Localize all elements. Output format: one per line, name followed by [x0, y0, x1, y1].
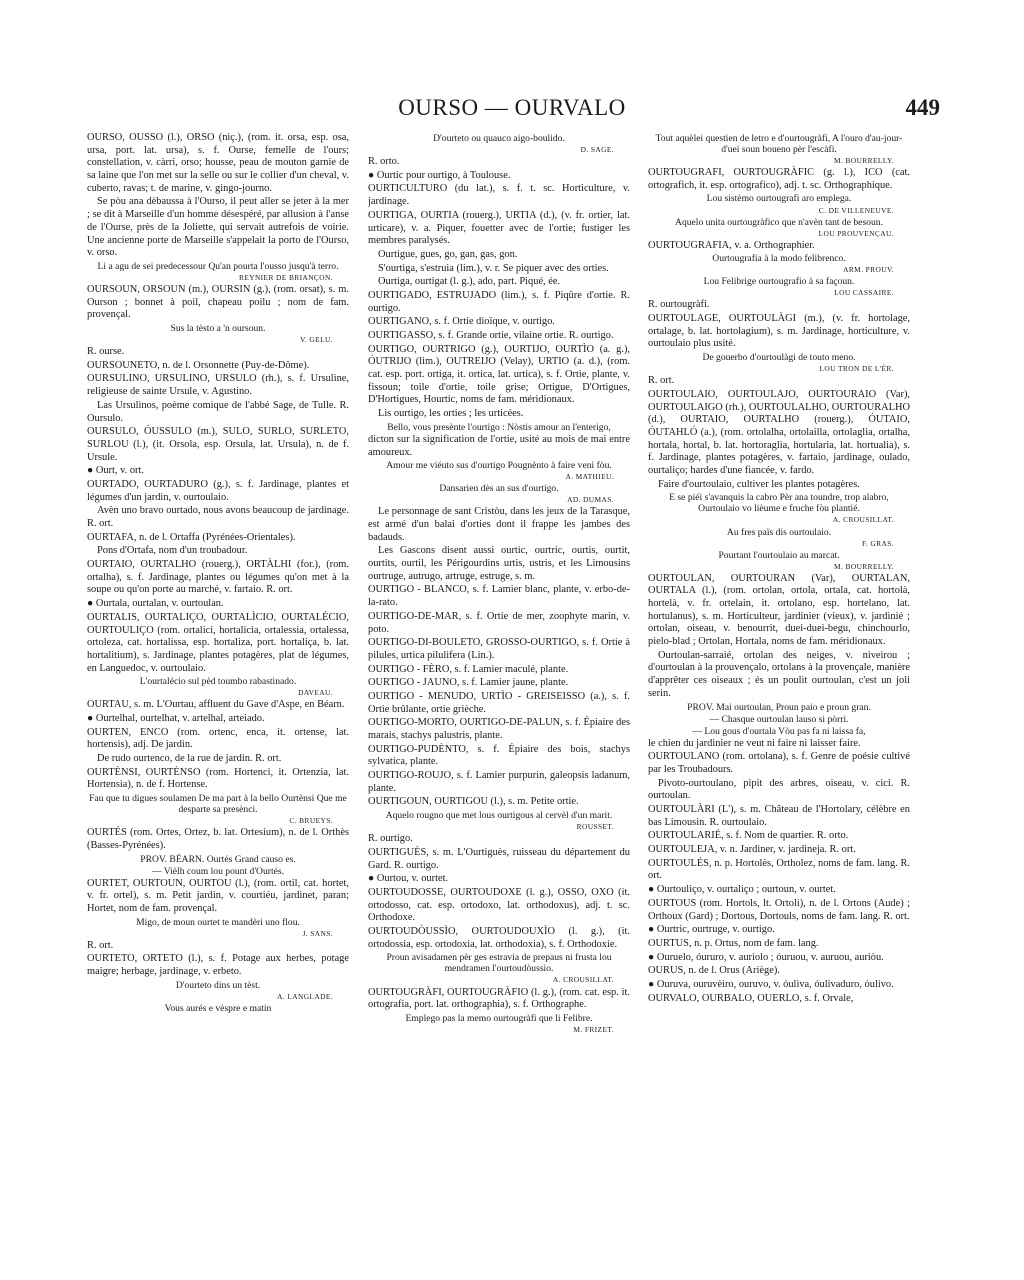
- dictionary-entry: OURSOUN, ORSOUN (m.), OURSIN (g.), (rom. orsat), s. m. Ourson ; bonnet à poil, chapeau poilu ; nom de fam. provençal.: [87, 283, 349, 321]
- entry-paragraph: Lis ourtigo, les orties ; les urticées.: [378, 408, 524, 420]
- quotation: E se piéi s'avanquis la cabro Pèr ana toundre, trop alabro, Ourtoulaio vo lièume e fruche fòu plantié.: [669, 492, 889, 515]
- dictionary-entry: OURTIGASSO, s. f. Grande ortie, vilaine ortie. R. ourtigo.: [368, 330, 614, 341]
- text-column-3: [648, 132, 910, 1272]
- quotation-attribution: J. SANS.: [302, 928, 333, 938]
- dictionary-entry: OURSOUNETO, n. de l. Orsonnette (Puy-de-Dôme).: [87, 359, 310, 371]
- quotation: D'ourteto ou quauco aigo-boulido.: [433, 133, 565, 144]
- text-column-1: [87, 132, 349, 1272]
- dictionary-entry: R. ourtougràfi.: [648, 299, 710, 311]
- quotation: Bello, vous presènte l'ourtigo : Nòstis amour an l'enterigo,: [387, 421, 611, 433]
- cross-reference: ● Ouruelo, óururo, v. auriolo ; óuruou, v. auruou, auriòu.: [648, 951, 884, 963]
- page-header: [0, 95, 1024, 127]
- cross-reference: ● Ourtic pour ourtigo, à Toulouse.: [368, 169, 511, 181]
- quotation: L'ourtalécio sul pèd toumbo rabastinado.: [139, 676, 297, 688]
- quotation: Ourtougrafia à la modo felibrenco.: [712, 253, 846, 265]
- dictionary-entry: OURSO, OUSSO (l.), ORSO (niç.), (rom. it. orsa, esp. osa, ursa, port. lat. ursa), s. f. Ourse, femelle de l'ours; constellation, v. càrri, orso; housse, peau de mouton garnie de sa laine que l'on met sur la selle ou sur le collier d'un cheval, v. cuberto, ravas; t. de marine, v. gingo-journo.: [87, 132, 349, 194]
- quotation: Amour me viéuto sus d'ourtigo Pougnènto à faire veni fòu.: [386, 460, 612, 472]
- dictionary-entry: OURTOULAGE, OURTOULÀGI (m.), (v. fr. hortolage, ortalage, b. lat. hortolagium), s. m. Jardinage, horticulture, v. ourtoulaio plus usité.: [648, 313, 910, 350]
- dictionary-entry: OURTOULÀRI (L'), s. m. Château de l'Hortolary, célèbre en bas Limousin. R. ourtoulaio.: [648, 804, 910, 828]
- quotation: — Chasque ourtoulan lauso si pòrri.: [709, 713, 849, 725]
- dictionary-entry: OURTAU, s. m. L'Ourtau, affluent du Gave d'Aspe, en Béarn.: [87, 699, 345, 711]
- cross-reference: ● Ourtric, ourtruge, v. ourtigo.: [648, 924, 775, 936]
- quotation: Lou sistèmo ourtougrafi aro emplega.: [706, 193, 852, 205]
- dictionary-entry: OURTAIO, OURTALHO (rouerg.), ORTÀLHI (for.), (rom. ortalha), s. f. Jardinage, plantes ou légumes qu'on met à la soupe ou qu'on porte au marché, v. fartaio. R. ort.: [87, 559, 349, 596]
- dictionary-entry: OURTÈNSI, OURTÈNSO (rom. Hortenci, it. Ortenzia, lat. Hortensia), n. de f. Hortense.: [87, 766, 349, 791]
- quotation-attribution: LOU TRON DE L'ÈR.: [819, 364, 894, 374]
- dictionary-entry: OURTOULARIÉ, s. f. Nom de quartier. R. orto.: [648, 830, 849, 842]
- quotation: Proun avisadamen pèr ges estravia de prepaus ni frusta lou mendramen l'ourtoudòussìo.: [386, 952, 612, 975]
- dictionary-entry: OURTOUGRAFIA, v. a. Orthographier.: [648, 239, 815, 251]
- dictionary-entry: OURTIGUÈS, s. m. L'Ourtiguès, ruisseau du département du Gard. R. ourtigo.: [368, 846, 630, 871]
- dictionary-entry: OURTIGO-MORTO, OURTIGO-DE-PALUN, s. f. Épiaire des marais, stachys palustris, plante.: [368, 717, 630, 742]
- entry-paragraph: Ourtigue, gues, go, gan, gas, gon.: [378, 248, 518, 260]
- quotation: Pourtant l'ourtoulaio au marcat.: [718, 549, 840, 561]
- dictionary-entry: OURTOUS (rom. Hortols, lt. Ortoli), n. de l. Ortons (Aude) ; Orthoux (Gard) ; Dortous, Dortouls, noms de fam. lang. R. ort.: [648, 897, 910, 922]
- dictionary-entry: OURTIGANO, s. f. Ortie dioïque, v. ourtigo.: [368, 316, 555, 328]
- page-number: 449: [905, 95, 940, 120]
- entry-paragraph: Pivoto-ourtoulano, pipit des arbres, oiseau, v. cici. R. ourtoulan.: [648, 777, 910, 802]
- dictionary-entry: OURTET, OURTOUN, OURTOU (l.), (rom. ortil, cat. hortet, v. fr. ortel), s. m. Petit jardin, v. courtiéu, jardinet, paran; Hortet, nom de fam. provençal.: [87, 877, 349, 915]
- cross-reference: ● Ourtala, ourtalan, v. ourtoulan.: [87, 598, 224, 610]
- quotation-attribution: A. LANGLADE.: [277, 991, 333, 1001]
- entry-paragraph: Se pòu ana dèbaussa à l'Ourso, il peut aller se jeter à la mer ; se dit à Marseille d'un homme désespéré, par allusion à l'anse de l'Ourse, près de la Joliette, qui servait autrefois de voirie. Une ancienne porte de Marseille s'appelait la porto de l'Ourso, v. orso.: [87, 196, 349, 259]
- dictionary-entry: OURSULINO, URSULINO, URSULO (rh.), s. f. Ursuline, religieuse de sainte Ursule, v. Agustino.: [87, 373, 349, 398]
- quotation: Migo, de moun ourtet te mandèri uno flou.: [136, 916, 300, 928]
- dictionary-entry: OURTOULAIO, OURTOULAJO, OURTOURAIO (Var), OURTOULAIGO (rh.), OURTOULALHO, OURTOURALHO (d.), OURTAIO, OURTALHO (rouerg.), ÓUTAIO, ÓUTAHLÓ (a.), (rom. ortolalha, ortolailla, ortolaglia, ortalha, hortala, hortal, b. lat. hortoraglia, hortularia, lat. hortualia), s. f. Jardinage, plantes potagères, v. fartaio, jardinage, oulado, ourtaliço; hardes d'une fiancée, v. fardo.: [648, 388, 910, 477]
- dictionary-entry: OURSULO, ÓUSSULO (m.), SULO, SURLO, SURLETO, SURLOU (l.), (it. Orsola, esp. Orsula, lat. Ursula), n. de f. Ursule.: [87, 426, 349, 463]
- quotation: Au fres païs dis ourtoulaio.: [726, 526, 832, 538]
- dictionary-entry: OURTOULAN, OURTOURAN (Var), OURTALAN, OURTALA (l.), (rom. ortolan, ortola, ortala, cat. hortolà, hortelà, v. fr. ortelain, it. ortolano, esp. hortelano, lat. hortulanus), s. m. Horticulteur, jardinier (vieux), v. jardinié ; ortolan, oiseau, v. benourrit, duei-duei-begu, chinchourlo, pielo-blad ; Ortolan, Hortala, noms de fam. méridionaux.: [648, 572, 910, 648]
- dictionary-entry: OURTADO, OURTADURO (g.), s. f. Jardinage, plantes et légumes d'un jardin, v. ourtoulaio.: [87, 478, 349, 503]
- quotation: Lou Felibrige ourtougrafio à sa façoun.: [703, 276, 855, 288]
- quotation-attribution: ARM. PROUV.: [843, 265, 894, 275]
- dictionary-entry: OURTOUGRAFI, OURTOUGRÀFIC (g. l.), ICO (cat. ortografich, it. esp. ortografico), adj. t. sc. Orthographique.: [648, 167, 910, 191]
- quotation-attribution: A. MATHIEU.: [565, 472, 614, 482]
- cross-reference: ● Ourtelhal, ourtelhat, v. artelhal, arteiado.: [87, 713, 265, 724]
- entry-paragraph: De rudo ourtenco, de la rue de jardin. R. ort.: [97, 753, 282, 765]
- dictionary-entry: dicton sur la signification de l'ortie, usité au mois de mai entre amoureux.: [368, 433, 630, 458]
- quotation: — Lou gous d'ourtala Vòu pas fa ni laissa fa,: [692, 725, 866, 737]
- dictionary-entry: OURTIGO - FÈRO, s. f. Lamier maculé, plante.: [368, 663, 569, 675]
- text-column-2: [368, 132, 630, 1272]
- cross-reference: ● Ourtou, v. ourtet.: [368, 873, 449, 885]
- quotation: Aquelo unita ourtougràfico que n'avèn tant de besoun.: [675, 216, 883, 228]
- quotation-attribution: D. SAGE.: [580, 145, 614, 155]
- quotation-attribution: A. CROUSILLAT.: [832, 515, 894, 525]
- quotation-attribution: ROUSSET.: [576, 822, 614, 832]
- cross-reference: ● Ouruva, ouruvèiro, ouruvo, v. óuliva, óulivaduro, óulivo.: [648, 978, 894, 990]
- quotation: Sus la tèsto a 'n oursoun.: [170, 323, 266, 334]
- quotation: — Vièlh coum lou pount d'Ourtés.: [151, 865, 285, 877]
- dictionary-entry: OURTAFA, n. de l. Ortaffa (Pyrénées-Orientales).: [87, 531, 296, 543]
- dictionary-entry: OURTIGO, OURTRIGO (g.), OURTIJO, OURTÌO (a. g.), ÓUTRIJO (lim.), OUTREIJO (Velay), URTIO (a. d.), (rom. cat. esp. port. ortiga, it. ortica, lat. urtica), s. f. Ortie, plante, v. fissoun; toile d'ortie, toile grise; Ortigue, D'Ortigues, D'Hortigues, Hourtic, noms de fam. méridionaux.: [368, 343, 630, 406]
- quotation: D'ourteto dins un tèst.: [175, 979, 261, 991]
- dictionary-entry: OURTALIS, OURTALIÇO, OURTALÌCIO, OURTALÉCIO, OURTOULIÇO (rom. ortalici, hortalicia, ortalessia, ortalessa, ortoleza, cat. hortalissa, esp. hortaliza, port. hortaliça, b. lat. hortalitium), s. Jardinage, plantes potagères, plat de légumes, en Languedoc, v. ourtoulaio.: [87, 611, 349, 674]
- dictionary-entry: OURTEN, ENCO (rom. ortenc, enca, it. ortense, lat. hortensis), adj. De jardin.: [87, 726, 349, 751]
- quotation: Aquelo rougno que met lous ourtigous al cervèl d'un marit.: [385, 810, 613, 822]
- quotation-attribution: F. GRAS.: [862, 538, 894, 548]
- cross-reference: ● Ourt, v. ort.: [87, 465, 144, 477]
- entry-paragraph: Les Gascons disent aussi ourtic, ourtric, ourtis, ourtit, ourtits, ourtil, les Périgourdins urtis, ustris, et les Limousins ourtruge, autrugo, artruge, estruge, s. m.: [368, 545, 630, 582]
- quotation-attribution: M. FRIZET.: [573, 1024, 614, 1034]
- entry-paragraph: Faire d'ourtoulaio, cultiver les plantes potagères.: [658, 478, 860, 490]
- dictionary-entry: OURTOULEJA, v. n. Jardiner, v. jardineja. R. ort.: [648, 844, 856, 856]
- dictionary-entry: R. ort.: [87, 939, 114, 951]
- dictionary-entry: OURTIGOUN, OURTIGOU (l.), s. m. Petite ortie.: [368, 796, 579, 808]
- dictionary-entry: R. ort.: [648, 375, 675, 387]
- quotation: Dansarien dès an sus d'ourtigo.: [439, 483, 559, 495]
- quotation-attribution: M. BOURRELLY.: [834, 156, 894, 166]
- quotation: PROV. BÉARN. Ourtés Grand causo es.: [140, 853, 296, 865]
- dictionary-entry: OURTIGO-DI-BOULETO, GROSSO-OURTIGO, s. f. Ortie à pilules, urtica pilulifera (Lin.).: [368, 637, 630, 661]
- dictionary-entry: OURTIGA, OURTIA (rouerg.), URTIA (d.), (v. fr. ortier, lat. urticare), v. a. Piquer, fouetter avec de l'ortie; fustiger les membres paralysés.: [368, 209, 630, 247]
- dictionary-entry: OURTICULTURO (du lat.), s. f. t. sc. Horticulture, v. jardinage.: [368, 183, 630, 208]
- dictionary-entry: OURTOULANO (rom. ortolana), s. f. Genre de poésie cultivé par les Troubadours.: [648, 751, 910, 775]
- dictionary-entry: OURVALO, OURBALO, OUERLO, s. f. Orvale,: [648, 992, 854, 1004]
- quotation: Li a agu de sei predecessour Qu'an pourta l'ousso jusqu'à terro.: [97, 260, 339, 272]
- quotation-attribution: C. DE VILLENEUVE.: [818, 205, 894, 215]
- dictionary-entry: OURTOUDÒUSSÌO, OURTOUDOUXÌO (l. g.), (it. ortodossia, esp. ortodoxia, lat. orthodoxia), s. f. Orthodoxie.: [368, 926, 630, 950]
- quotation-attribution: C. BRUEYS.: [289, 816, 333, 826]
- dictionary-entry: OURTOULÉS, n. p. Hortolès, Ortholez, noms de fam. lang. R. ort.: [648, 857, 910, 882]
- entry-paragraph: Le personnage de sant Cristòu, dans les jeux de la Tarasque, est armé d'un balai d'orties dont il frappe les jambes des badauds.: [368, 506, 630, 543]
- quotation-attribution: LOU CASSAIRE.: [834, 288, 894, 298]
- dictionary-entry: OURTIGO - BLANCO, s. f. Lamier blanc, plante, v. erbo-de-la-rato.: [368, 584, 630, 609]
- quotation-attribution: DAVEAU.: [298, 688, 333, 698]
- dictionary-entry: R. ourse.: [87, 346, 125, 358]
- quotation-attribution: A. CROUSILLAT.: [552, 975, 614, 985]
- dictionary-entry: OURTIGO-ROUJO, s. f. Lamier purpurin, galeopsis ladanum, plante.: [368, 770, 630, 794]
- quotation: PROV. Mai ourtoulan, Proun paio e proun gran.: [687, 701, 871, 713]
- running-head: OURSO — OURVALO: [398, 95, 626, 120]
- entry-paragraph: Las Ursulinos, poème comique de l'abbé Sage, de Tulle. R. Oursulo.: [87, 399, 349, 424]
- quotation: Emplego pas la memo ourtougràfi que li Felibre.: [405, 1012, 593, 1024]
- dictionary-entry: R. ourtigo.: [368, 833, 413, 845]
- dictionary-entry: OURTIGADO, ESTRUJADO (lim.), s. f. Piqûre d'ortie. R. ourtigo.: [368, 289, 630, 314]
- entry-paragraph: Ourtoulan-sarraié, ortolan des neiges, v. niveirou ; d'ourtoulan à la prouvençalo, ortolans à la provençale, manière d'apprêter ces oiseaux ; és un poulit ourtoulan, c'est un joli serin.: [648, 649, 910, 699]
- dictionary-entry: OURTETO, ORTETO (l.), s. f. Potage aux herbes, potage maigre; herbage, jardinage, v. erbeto.: [87, 953, 349, 978]
- quotation-attribution: V. GELU.: [300, 335, 333, 345]
- quotation: Vous aurés e vèspre e matin: [164, 1002, 272, 1014]
- dictionary-entry: OURTÉS (rom. Ortes, Ortez, b. lat. Ortesium), n. de l. Orthès (Basses-Pyrénées).: [87, 827, 349, 851]
- quotation-attribution: REYNIER DE BRIANÇON.: [238, 272, 333, 282]
- quotation-attribution: AD. DUMAS.: [567, 495, 614, 505]
- dictionary-entry: OURTOUDOSSE, OURTOUDOXE (l. g.), OSSO, OXO (it. ortodosso, cat. esp. ortodoxo, lat. orthodoxus), adj. t. sc. Orthodoxe.: [368, 886, 630, 924]
- dictionary-entry: OURTUS, n. p. Ortus, nom de fam. lang.: [648, 937, 819, 949]
- dictionary-entry: OURTIGO - MENUDO, URTÌO - GREISEISSO (a.), s. f. Ortie brûlante, ortie grièche.: [368, 690, 630, 715]
- entry-paragraph: S'ourtiga, s'estruia (lim.), v. r. Se piquer avec des orties.: [378, 262, 609, 274]
- entry-paragraph: Pons d'Ortafa, nom d'un troubadour.: [97, 545, 248, 557]
- quotation: Fau que tu digues soulamen De ma part à la bello Ourtènsi Que me desparte sa presènci.: [89, 793, 347, 816]
- dictionary-entry: OURTIGO-PUDÈNTO, s. f. Épiaire des bois, stachys sylvatica, plante.: [368, 743, 630, 768]
- dictionary-entry: R. orto.: [368, 156, 400, 168]
- entry-paragraph: Avèn uno bravo ourtado, nous avons beaucoup de jardinage. R. ort.: [87, 505, 349, 529]
- cross-reference: ● Ourtouliço, v. ourtaliço ; ourtoun, v. ourtet.: [648, 884, 836, 896]
- quotation: De gouerbo d'ourtoulàgi de touto meno.: [702, 352, 856, 364]
- dictionary-entry: OURTIGO-DE-MAR, s. f. Ortie de mer, zoophyte marin, v. poto.: [368, 610, 630, 635]
- dictionary-entry: OURTOUGRÀFI, OURTOUGRÀFIO (l. g.), (rom. cat. esp. it. ortografia, port. lat. orthographia), s. f. Orthographe.: [368, 986, 630, 1011]
- dictionary-entry: le chien du jardinier ne veut ni faire ni laisser faire.: [648, 737, 861, 749]
- quotation: Tout aquèlei questien de letro e d'ourtougràfi, A l'ouro d'au-jour-d'uei soun boueno pèr l'escàfi.: [655, 133, 903, 156]
- quotation-attribution: M. BOURRELLY.: [834, 561, 894, 571]
- entry-paragraph: Ourtiga, ourtigat (l. g.), ado, part. Piqué, ée.: [378, 276, 561, 288]
- dictionary-entry: OURUS, n. de l. Orus (Ariège).: [648, 965, 780, 977]
- quotation-attribution: LOU PROUVENÇAU.: [818, 228, 894, 238]
- dictionary-entry: OURTIGO - JAUNO, s. f. Lamier jaune, plante.: [368, 677, 569, 689]
